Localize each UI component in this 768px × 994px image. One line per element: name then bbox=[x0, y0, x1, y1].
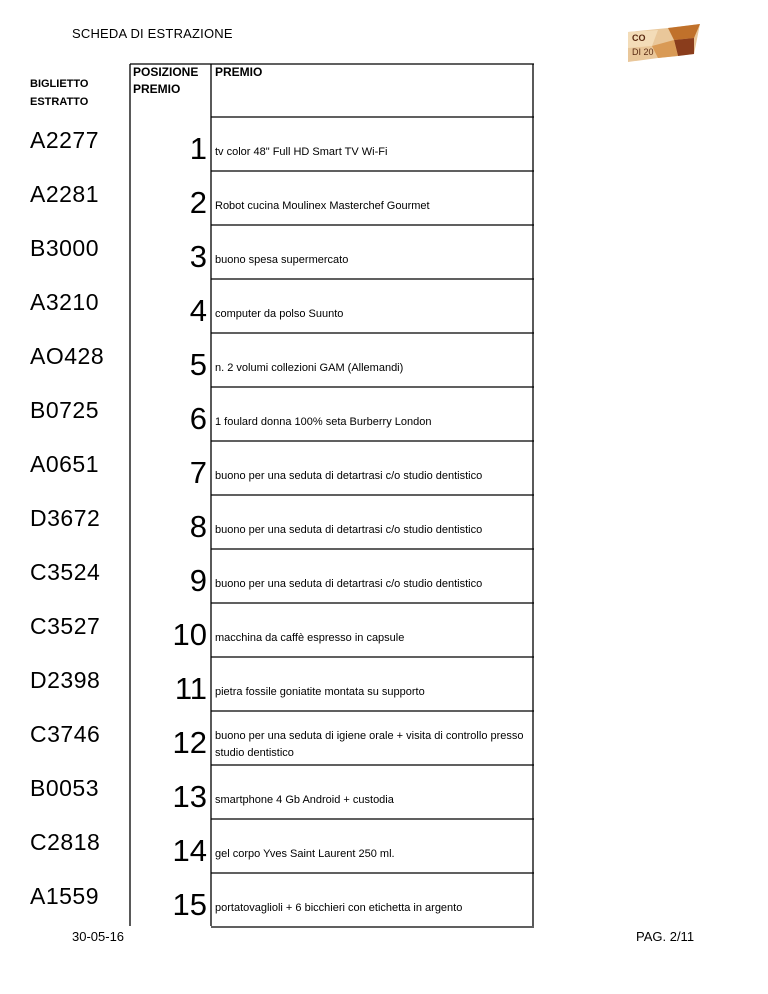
table-row bbox=[0, 387, 768, 441]
table-row bbox=[0, 711, 768, 765]
column-header-ticket: BIGLIETTO ESTRATTO bbox=[30, 78, 89, 108]
table-row bbox=[0, 603, 768, 657]
table-row bbox=[0, 441, 768, 495]
prize-position: 13 bbox=[172, 779, 207, 814]
prize-position: 6 bbox=[189, 401, 207, 436]
ticket-number: D2398 bbox=[30, 667, 101, 693]
svg-text:DI 20: DI 20 bbox=[632, 47, 654, 57]
ticket-number: A0651 bbox=[30, 451, 100, 477]
ticket-number: C3746 bbox=[30, 721, 101, 747]
prize-position: 14 bbox=[172, 833, 207, 868]
prize-description: buono per una seduta di igiene orale + visita di controllo presso studio dentistico bbox=[215, 730, 524, 759]
ticket-number: AO428 bbox=[30, 343, 105, 369]
prize-position: 9 bbox=[189, 563, 207, 598]
ticket-number: D3672 bbox=[30, 505, 101, 531]
column-header-prize: PREMIO bbox=[215, 65, 263, 79]
table-row bbox=[0, 279, 768, 333]
prize-description: pietra fossile goniatite montata su supporto bbox=[215, 686, 425, 698]
prize-description: smartphone 4 Gb Android + custodia bbox=[215, 794, 394, 806]
document-date: 30-05-16 bbox=[72, 929, 125, 944]
table-row bbox=[0, 549, 768, 603]
prize-description: tv color 48" Full HD Smart TV Wi-Fi bbox=[215, 146, 388, 158]
table-row bbox=[0, 225, 768, 279]
prize-description: buono per una seduta di detartrasi c/o studio dentistico bbox=[215, 578, 483, 590]
prize-position: 1 bbox=[189, 131, 207, 166]
prize-description: buono per una seduta di detartrasi c/o studio dentistico bbox=[215, 470, 483, 482]
prize-description: gel corpo Yves Saint Laurent 250 ml. bbox=[215, 848, 395, 860]
ticket-number: C3524 bbox=[30, 559, 101, 585]
prize-position: 2 bbox=[189, 185, 207, 220]
ticket-number: A1559 bbox=[30, 883, 100, 909]
prize-position: 10 bbox=[172, 617, 207, 652]
prize-description: n. 2 volumi collezioni GAM (Allemandi) bbox=[215, 362, 404, 374]
svg-text:CO: CO bbox=[632, 33, 646, 43]
prize-description: 1 foulard donna 100% seta Burberry London bbox=[215, 416, 432, 428]
prize-position: 4 bbox=[189, 293, 207, 328]
ticket-number: B3000 bbox=[30, 235, 100, 261]
prize-description: portatovaglioli + 6 bicchieri con etichetta in argento bbox=[215, 902, 463, 914]
prize-description: buono spesa supermercato bbox=[215, 254, 349, 266]
ticket-number: A3210 bbox=[30, 289, 100, 315]
ticket-number: A2277 bbox=[30, 127, 100, 153]
table-row bbox=[0, 495, 768, 549]
table-row bbox=[0, 873, 768, 927]
ticket-number: A2281 bbox=[30, 181, 100, 207]
prize-description: Robot cucina Moulinex Masterchef Gourmet bbox=[215, 200, 430, 212]
table-row bbox=[0, 657, 768, 711]
table-row bbox=[0, 171, 768, 225]
prize-position: 7 bbox=[189, 455, 207, 490]
ticket-number: C3527 bbox=[30, 613, 101, 639]
prize-position: 8 bbox=[189, 509, 207, 544]
table-row bbox=[0, 117, 768, 171]
prize-position: 15 bbox=[172, 887, 207, 922]
prize-position: 3 bbox=[189, 239, 207, 274]
table-row bbox=[0, 765, 768, 819]
column-header-position: POSIZIONE PREMIO bbox=[133, 65, 199, 96]
prize-position: 11 bbox=[174, 671, 207, 706]
document-title: SCHEDA DI ESTRAZIONE bbox=[72, 26, 233, 41]
ticket-number: C2818 bbox=[30, 829, 101, 855]
prize-position: 5 bbox=[189, 347, 207, 382]
table-row bbox=[0, 333, 768, 387]
page-number: PAG. 2/11 bbox=[636, 929, 695, 944]
ticket-number: B0725 bbox=[30, 397, 100, 423]
table-row bbox=[0, 819, 768, 873]
prize-description: buono per una seduta di detartrasi c/o studio dentistico bbox=[215, 524, 483, 536]
prize-description: macchina da caffè espresso in capsule bbox=[215, 632, 405, 644]
prize-position: 12 bbox=[172, 725, 207, 760]
prize-description: computer da polso Suunto bbox=[215, 308, 344, 320]
ticket-number: B0053 bbox=[30, 775, 100, 801]
